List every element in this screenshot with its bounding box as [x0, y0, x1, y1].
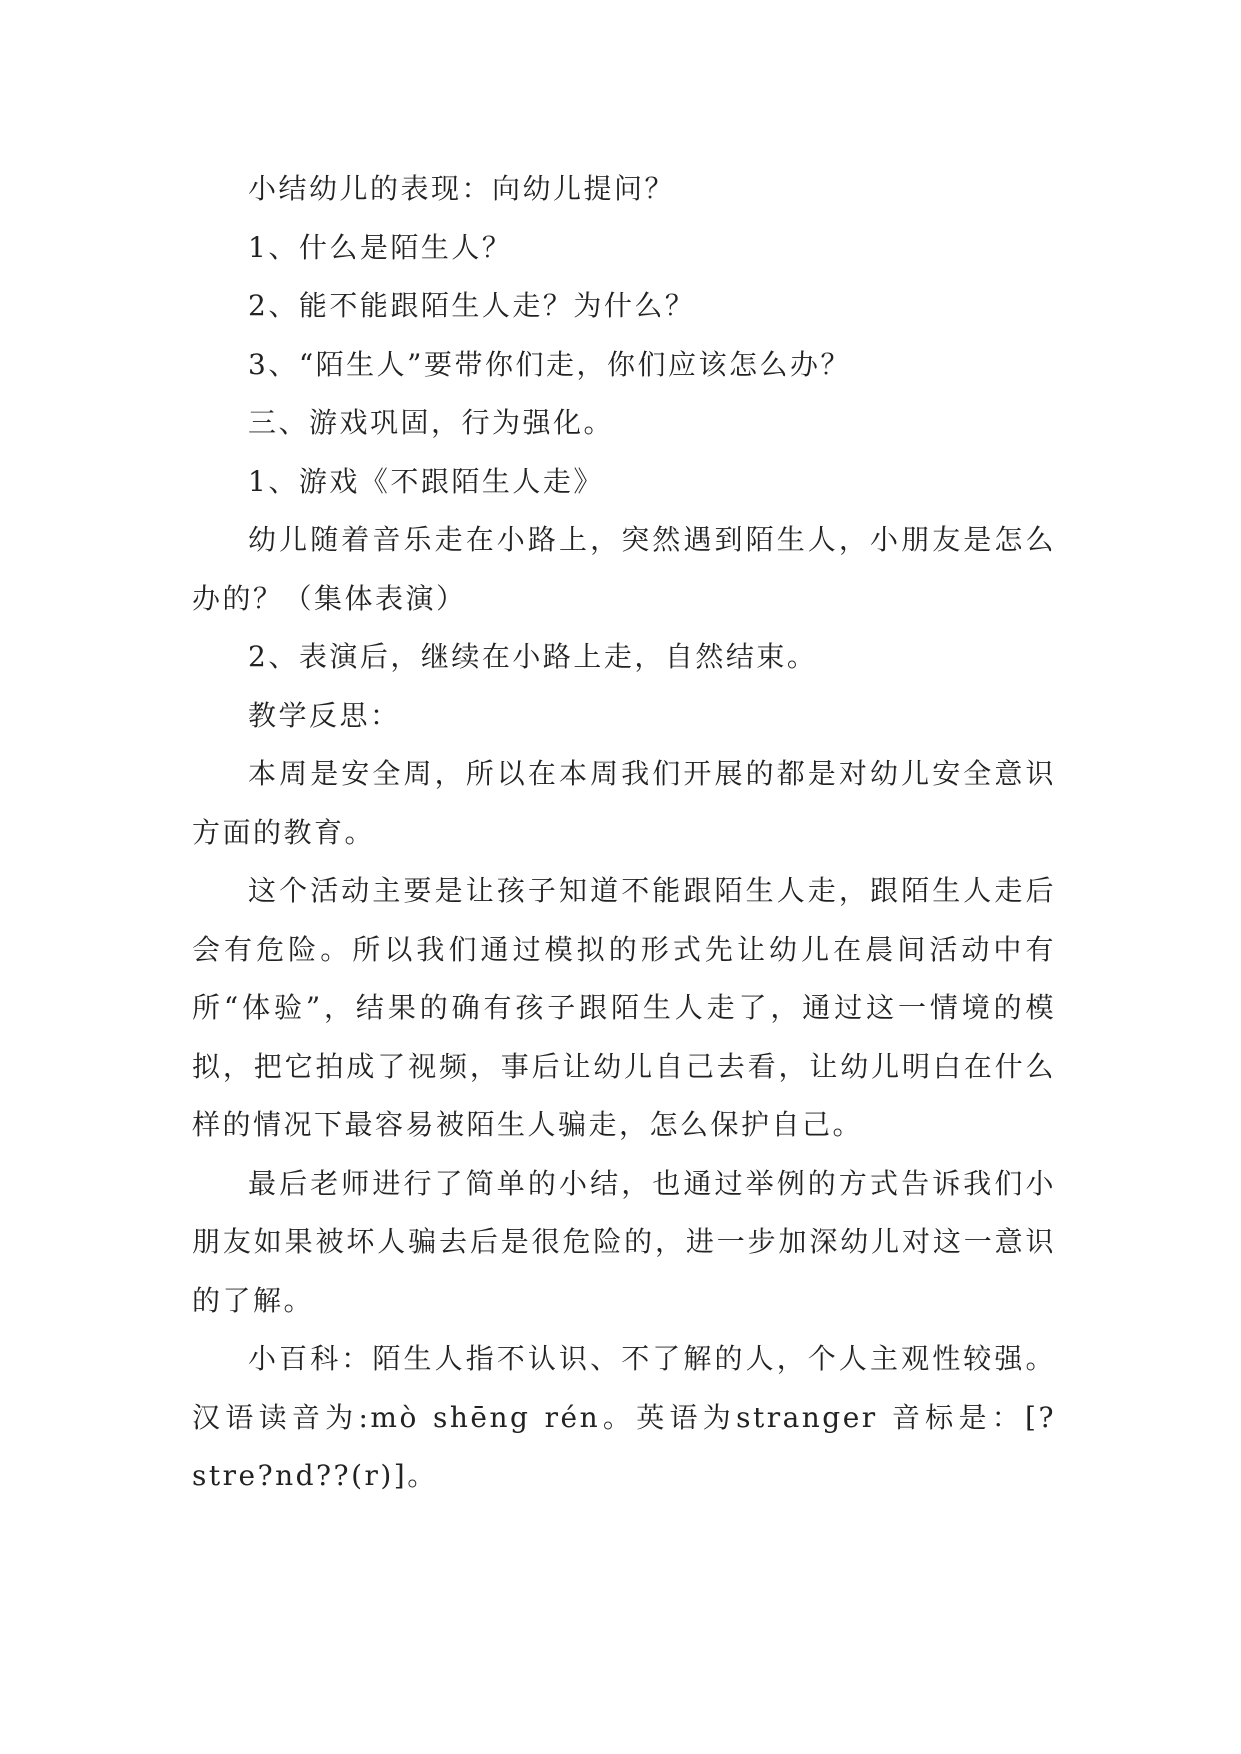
document-page: [192, 160, 1056, 1506]
paragraph-summary-intro: 小结幼儿的表现：向幼儿提问？: [248, 172, 676, 205]
paragraph-encyclopedia: 小百科：陌生人指不认识、不了解的人，个人主观性较强。汉语读音为:mò shēng rén。英语为stranger 音标是：[?stre?nd??(r)]。: [192, 1342, 1056, 1492]
paragraph-question-1: 1、什么是陌生人？: [248, 230, 513, 264]
paragraph-question-2: 2、能不能跟陌生人走？为什么？: [248, 289, 696, 322]
paragraph-reflection-1: 本周是安全周，所以在本周我们开展的都是对幼儿安全意识方面的教育。: [192, 757, 1056, 849]
paragraph-reflection-3: 最后老师进行了简单的小结，也通过举例的方式告诉我们小朋友如果被坏人骗去后是很危险的，进一步加深幼儿对这一意识的了解。: [192, 1166, 1056, 1317]
paragraph-reflection-2: 这个活动主要是让孩子知道不能跟陌生人走，跟陌生人走后会有危险。所以我们通过模拟的形式先让幼儿在晨间活动中有所“体验”，结果的确有孩子跟陌生人走了，通过这一情境的模拟，把它拍成了视频，事后让幼儿自己去看，让幼儿明白在什么样的情况下最容易被陌生人骗走，怎么保护自己。: [192, 874, 1056, 1141]
paragraph-game-description: 幼儿随着音乐走在小路上，突然遇到陌生人，小朋友是怎么办的？（集体表演）: [192, 523, 1056, 615]
paragraph-game-2: 2、表演后，继续在小路上走，自然结束。: [248, 640, 818, 673]
paragraph-game-1: 1、游戏《不跟陌生人走》: [248, 464, 604, 498]
section-heading-game: 三、游戏巩固，行为强化。: [248, 406, 615, 439]
section-heading-reflection: 教学反思：: [248, 698, 401, 732]
paragraph-question-3: 3、“陌生人”要带你们走，你们应该怎么办？: [248, 347, 851, 381]
